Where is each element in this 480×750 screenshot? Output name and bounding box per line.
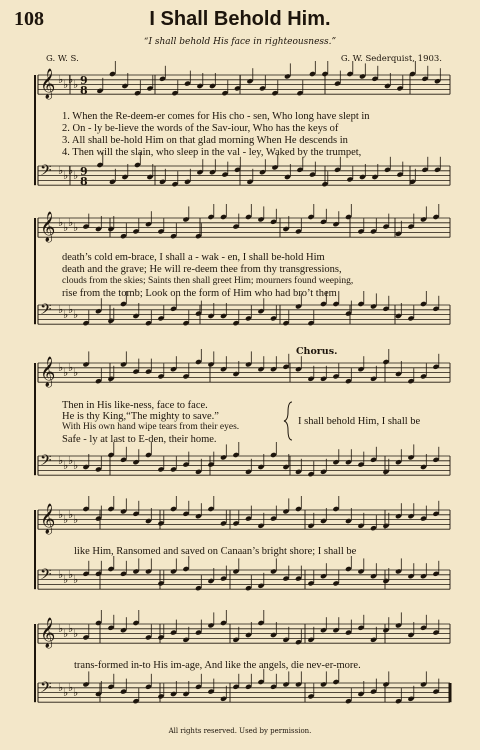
flat-sign: ♭ [58, 73, 64, 86]
flat-sign: ♭ [73, 221, 79, 234]
flat-sign: ♭ [63, 459, 69, 472]
flat-sign: ♭ [73, 573, 79, 586]
flat-sign: ♭ [58, 164, 64, 177]
treble-clef: 𝄞 [40, 69, 56, 99]
treble-clef: 𝄞 [40, 504, 56, 534]
flat-sign: ♭ [73, 459, 79, 472]
hymn-number: 108 [14, 8, 44, 30]
verse4-line-b: rise from the tomb; Look on the form of Him who had bro’t them [62, 288, 337, 299]
flat-sign: ♭ [63, 221, 69, 234]
bass-clef: 𝄢 [40, 566, 52, 587]
scripture-epigraph: “I shall behold His face in righteousness.” [143, 37, 337, 47]
flat-sign: ♭ [58, 454, 64, 467]
time-signature: 8 [80, 84, 88, 97]
hymn-title: I Shall Behold Him. [149, 8, 331, 30]
flat-sign: ♭ [73, 78, 79, 91]
flat-sign: ♭ [63, 573, 69, 586]
bass-clef: 𝄢 [40, 452, 52, 473]
treble-clef: 𝄞 [40, 357, 56, 387]
flat-sign: ♭ [58, 303, 64, 316]
flat-sign: ♭ [58, 681, 64, 694]
lyricist-credit: G. W. S. [46, 54, 79, 64]
flat-sign: ♭ [68, 303, 74, 316]
flat-sign: ♭ [58, 568, 64, 581]
flat-sign: ♭ [68, 164, 74, 177]
refrain-brace [284, 402, 292, 440]
flat-sign: ♭ [63, 308, 69, 321]
composer-credit: G. W. Sederquist, 1903. [340, 54, 442, 64]
flat-sign: ♭ [58, 361, 64, 374]
verse1-line-b: death’s cold em-brace, I shall a - wak - en, I shall be-hold Him [62, 252, 325, 263]
flat-sign: ♭ [68, 622, 74, 635]
flat-sign: ♭ [68, 508, 74, 521]
flat-sign: ♭ [63, 686, 69, 699]
flat-sign: ♭ [68, 681, 74, 694]
time-signature: 9 [80, 165, 88, 178]
flat-sign: ♭ [73, 686, 79, 699]
refrain-opening: I shall behold Him, I shall be [298, 416, 421, 427]
verse2-line-c: He is thy King,“The mighty to save.” [62, 411, 219, 422]
refrain-line-2: trans-formed in-to His im-age, And like the angels, die nev-er-more. [74, 660, 361, 671]
verse2-line-b: death and the grave; He will re-deem thee from thy transgressions, [62, 264, 342, 275]
flat-sign: ♭ [73, 627, 79, 640]
verse1-line-c: Then in His like-ness, face to face. [62, 400, 208, 411]
flat-sign: ♭ [58, 216, 64, 229]
verse2-line-a: 2. On - ly be-lieve the words of the Sav-iour, Who has the keys of [62, 123, 339, 134]
flat-sign: ♭ [68, 454, 74, 467]
chorus-label: Chorus. [296, 346, 338, 357]
flat-sign: ♭ [63, 366, 69, 379]
bass-clef: 𝄢 [40, 679, 52, 700]
flat-sign: ♭ [68, 361, 74, 374]
flat-sign: ♭ [73, 366, 79, 379]
flat-sign: ♭ [63, 169, 69, 182]
verse3-line-c: With His own hand wipe tears from their eyes. [62, 422, 240, 432]
flat-sign: ♭ [63, 627, 69, 640]
flat-sign: ♭ [73, 513, 79, 526]
flat-sign: ♭ [73, 169, 79, 182]
time-signature: 8 [80, 175, 88, 188]
flat-sign: ♭ [68, 73, 74, 86]
treble-clef: 𝄞 [40, 212, 56, 242]
copyright-note: All rights reserved. Used by permission. [168, 727, 312, 735]
verse3-line-b: clouds from the skies; Saints then shall greet Him; mourners found weeping, [62, 276, 354, 286]
verse1-line-a: 1. When the Re-deem-er comes for His cho - sen, Who long have slept in [62, 111, 370, 122]
time-signature: 9 [80, 74, 88, 87]
flat-sign: ♭ [58, 622, 64, 635]
verse3-line-a: 3. All shall be-hold Him on that glad morning When He descends in [62, 135, 348, 146]
treble-clef: 𝄞 [40, 618, 56, 648]
flat-sign: ♭ [58, 508, 64, 521]
verse4-line-a: 4. Then will the slain, who sleep in the val - ley, Waked by the trumpet, [62, 147, 362, 158]
bass-clef: 𝄢 [40, 301, 52, 322]
flat-sign: ♭ [63, 78, 69, 91]
refrain-line-1: like Him, Ransomed and saved on Canaan’s bright shore; I shall be [74, 546, 357, 557]
flat-sign: ♭ [68, 568, 74, 581]
flat-sign: ♭ [63, 513, 69, 526]
flat-sign: ♭ [73, 308, 79, 321]
bass-clef: 𝄢 [40, 162, 52, 183]
flat-sign: ♭ [68, 216, 74, 229]
verse4-line-c: Safe - ly at last to E-den, their home. [62, 434, 217, 445]
